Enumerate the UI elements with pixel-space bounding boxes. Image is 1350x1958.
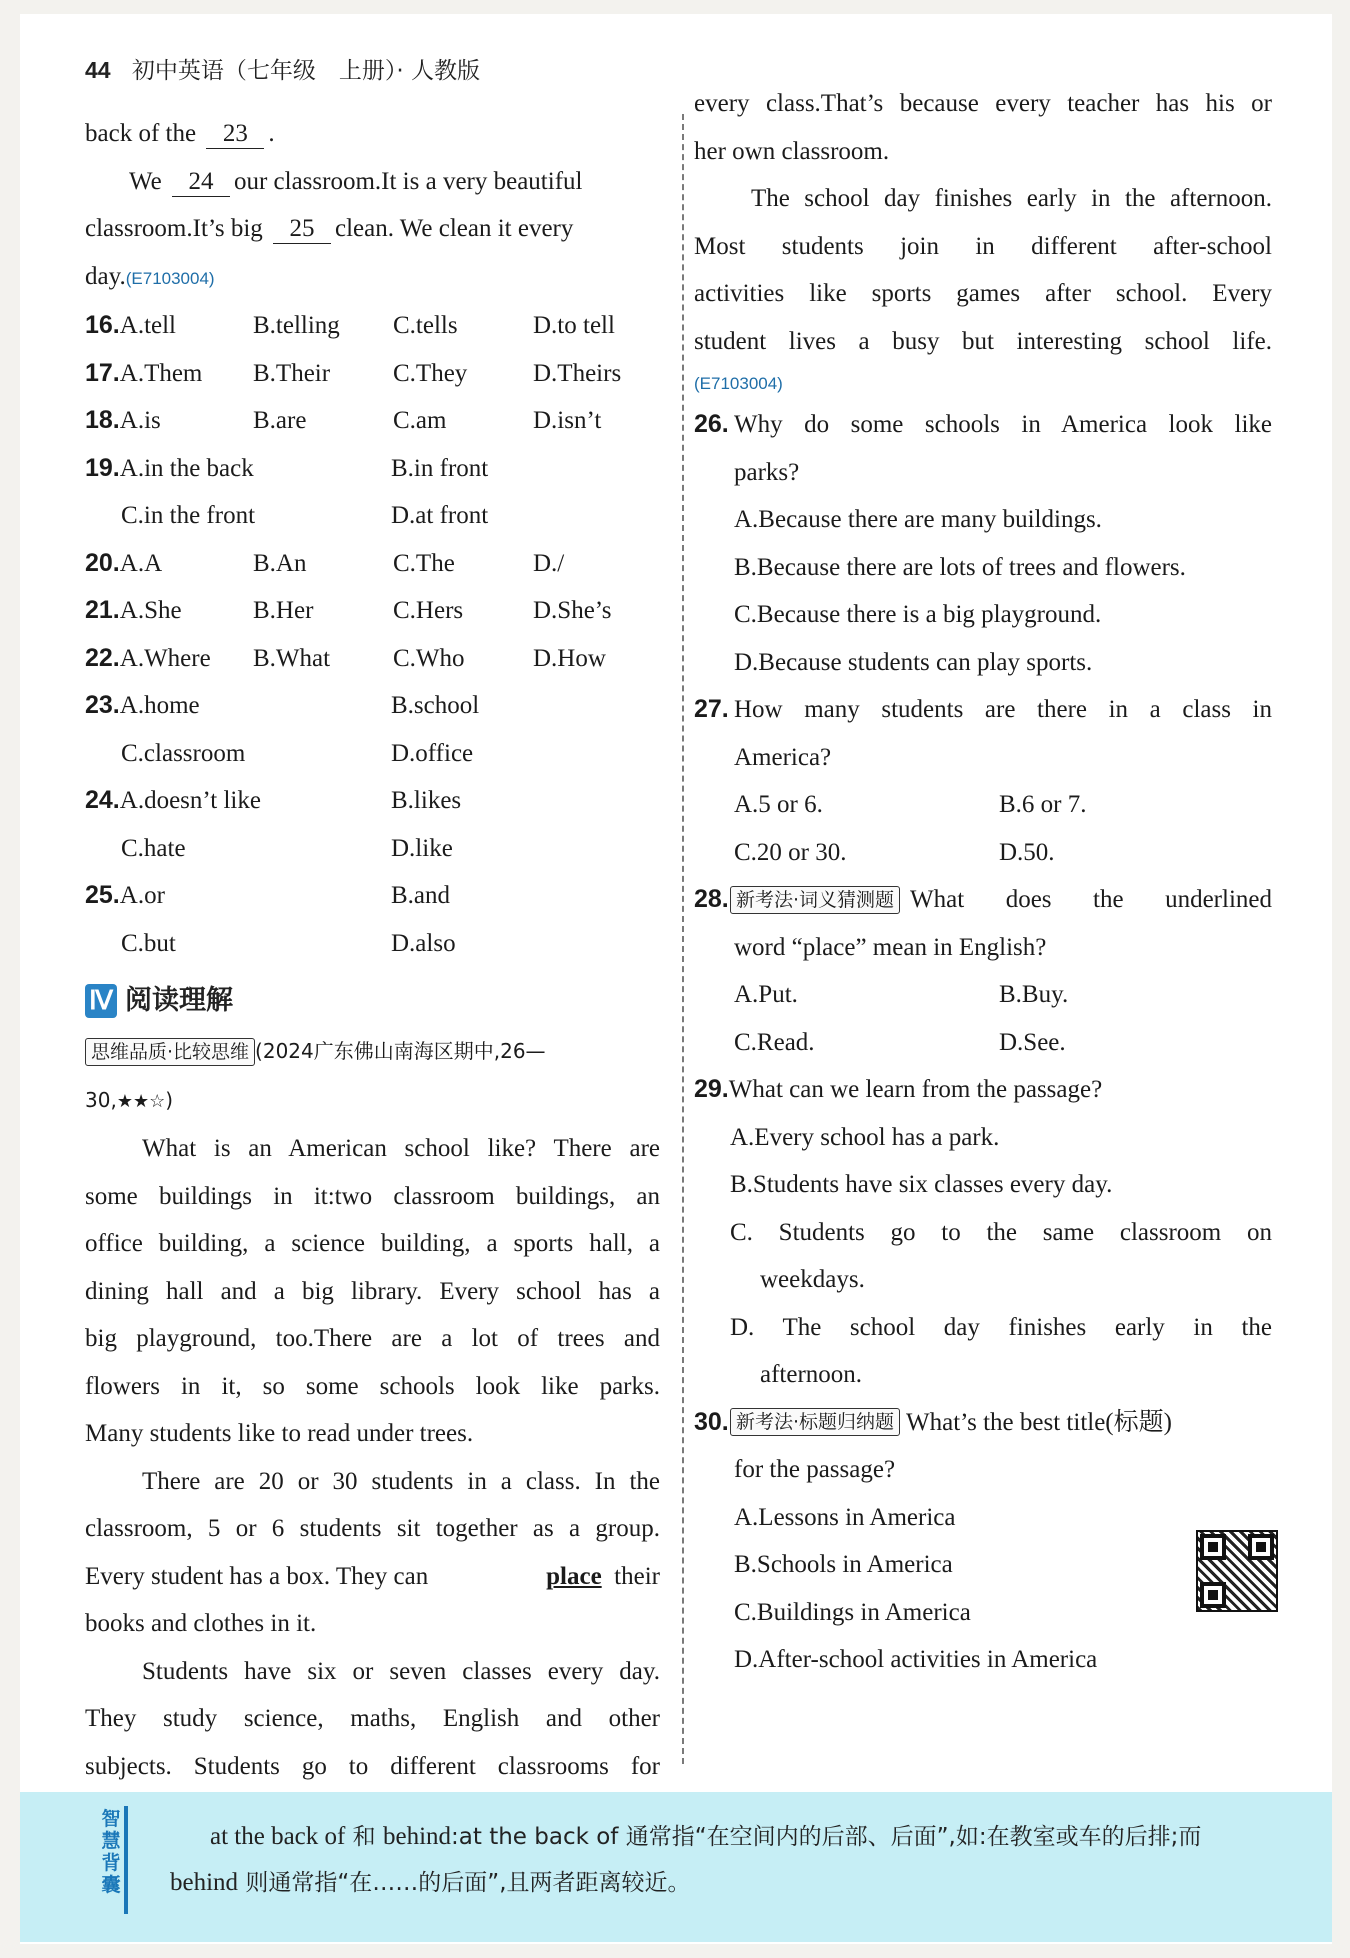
option-b: B.Students have six classes every day. xyxy=(730,1171,1113,1198)
option-d: D.50. xyxy=(999,838,1055,866)
option-c: C.20 or 30. xyxy=(734,838,847,866)
tip-box xyxy=(20,1792,1332,1942)
section-heading xyxy=(85,975,660,1027)
option-b: B.Because there are lots of trees and flowers. xyxy=(734,553,1186,581)
question-30: 30. 新考法·标题归纳题 What’s the best title(标题) for the passage? A.Lessons in America B.Schools in America C.Buildings in America D.After-school activities in America xyxy=(694,1399,1272,1684)
option-a: A.Put. xyxy=(734,981,798,1008)
book-title: 初中英语（七年级 上册）· 人教版 xyxy=(131,58,481,84)
option-a: A.Lessons in America xyxy=(734,1503,956,1531)
tip-label: 智慧背囊 xyxy=(101,1808,121,1896)
question-27: 27. How many students are there in a class in America? A.5 or 6. B.6 or 7. C.20 or 30. D.50. xyxy=(694,686,1272,876)
question-20: 20.A.A B.An C.The D./ xyxy=(85,548,565,577)
page-number: 44 xyxy=(85,57,111,83)
option-a: A.Every school has a park. xyxy=(730,1123,1000,1151)
cloze-line: day.(E7103004) xyxy=(85,262,215,290)
question-25: 25.A.or B.and xyxy=(85,881,451,909)
section-title: 阅读理解 xyxy=(125,985,233,1017)
passage-paragraph-4: The school day finishes early in the afternoon. Most students join in different after-school activities like sports games after school. Every student lives a busy but interesting school life. xyxy=(694,185,1272,355)
passage-paragraph-1: What is an American school like? There are some buildings in it:two classroom buildings, an office building, a science building, a sports hall, a dining hall and a big library. Every school has a big playground, too.There are a lot of trees and flowers in it, so some schools look like parks. Many students like to read under trees. xyxy=(85,1135,660,1447)
option-a: A.Because there are many buildings. xyxy=(734,506,1102,533)
column-divider xyxy=(682,114,684,1764)
question-25-row2: C.but D.also xyxy=(121,929,456,957)
tip-text: at the back of 和 behind:at the back of 通常指“在空间内的后部、后面”,如:在教室或车的后排;而 behind 则通常指“在……的后面”,且两者距离较近。 xyxy=(170,1823,1202,1896)
left-column xyxy=(85,110,660,1790)
option-b: B.6 or 7. xyxy=(999,791,1087,818)
question-26: 26. Why do some schools in America look like parks? A.Because there are many buildings. B.Because there are lots of trees and flowers. C.Because there is a big playground. D.Because students can play sports. xyxy=(694,401,1272,686)
question-28: 28. 新考法·词义猜测题 What does the underlined word “place” mean in English? A.Put. B.Buy. C.Read. D.See. xyxy=(694,876,1272,1066)
page-header xyxy=(85,52,480,85)
option-d: D.Because students can play sports. xyxy=(734,648,1093,676)
question-18: 18.A.is B.are C.am D.isn’t xyxy=(85,406,602,434)
tip-bar xyxy=(124,1806,128,1914)
option-b: B.Schools in America xyxy=(734,1551,953,1578)
question-23: 23.A.home B.school xyxy=(85,691,480,719)
passage-paragraph-3: Students have six or seven classes every day. They study science, maths, English and other subjects. Students go to different classrooms for xyxy=(85,1657,660,1780)
option-c: C.Because there is a big playground. xyxy=(734,601,1102,628)
section-numeral: Ⅳ xyxy=(85,984,117,1018)
question-24-row2: C.hate D.like xyxy=(121,834,453,862)
question-19: 19.A.in the back B.in front xyxy=(85,453,489,482)
blank-23: 23 xyxy=(206,120,264,149)
option-d: D.After-school activities in America xyxy=(734,1646,1098,1673)
question-code: (E7103004) xyxy=(125,268,215,288)
source-line-2: 30,★★☆) xyxy=(85,1087,174,1112)
qr-code[interactable] xyxy=(1196,1530,1278,1612)
option-d: D. The school day finishes early in the xyxy=(730,1313,1272,1341)
question-17: 17.A.Them B.Their C.They D.Theirs xyxy=(85,358,622,387)
option-c: C.Read. xyxy=(734,1028,815,1056)
underlined-word: place xyxy=(546,1562,602,1590)
option-a: A.5 or 6. xyxy=(734,791,823,818)
option-b: B.Buy. xyxy=(999,981,1069,1008)
cloze-line: We 24 our classroom.It is a very beautiful xyxy=(129,167,583,195)
blank-25: 25 xyxy=(273,215,331,244)
question-type-tag: 新考法·标题归纳题 xyxy=(730,1408,900,1436)
question-21: 21.A.She B.Her C.Hers D.She’s xyxy=(85,596,612,624)
source-line: 思维品质·比较思维 (2024广东佛山南海区期中,26— xyxy=(85,1027,660,1076)
passage-paragraph-2: There are 20 or 30 students in a class. In the classroom, 5 or 6 students sit together as a group. Every student has a box. They can place their books and clothes in it. xyxy=(85,1467,660,1637)
question-24: 24.A.doesn’t like B.likes xyxy=(85,786,462,814)
cloze-line: back of the 23 . xyxy=(85,120,275,147)
option-c: C.Buildings in America xyxy=(734,1598,971,1626)
question-19-row2: C.in the front D.at front xyxy=(121,502,489,529)
option-d: D.See. xyxy=(999,1028,1066,1056)
option-c: C. Students go to the same classroom on xyxy=(730,1218,1272,1246)
question-22: 22.A.Where B.What C.Who D.How xyxy=(85,643,606,672)
blank-24: 24 xyxy=(172,168,230,197)
question-code: (E7103004) xyxy=(694,374,783,393)
question-23-row2: C.classroom D.office xyxy=(121,739,474,767)
cloze-line: classroom.It’s big 25 clean. We clean it every xyxy=(85,215,574,242)
question-type-tag: 新考法·词义猜测题 xyxy=(730,886,900,914)
difficulty-stars: ★★☆ xyxy=(116,1090,166,1111)
question-29: 29.What can we learn from the passage? A.Every school has a park. B.Students have six classes every day. C. Students go to the same classroom on weekdays. D. The school day finishes early in the afternoon. xyxy=(694,1075,1272,1388)
question-16: 16.A.tell B.telling C.tells D.to tell xyxy=(85,311,615,339)
skill-tag: 思维品质·比较思维 xyxy=(85,1038,255,1066)
right-column: every class.That’s because every teacher has his or her own classroom. The school day finishes early in the afternoon. Most students join in different after-school activities like sports games after school. Every student lives a busy but interesting school life. (E7103004) 26. Why do some schools in America look like parks? A.Because there are many buildings. B.Because there are lots of trees and flowers. C.Because there is a big playground. D.Because students can play sports. 27. How many students are there in a class in America? A.5 or 6. B.6 or 7. C.20 or 30. D.50. 28. 新考法·词义猜测题 What does the underlined word “place” mean in English? A.Put. B.Buy. C.Read. D.See. 29.What can we learn from the passage? A.Every school has a park. B.Students have six classes every day. C. Students go to the same classroom on weekdays. D. The school day finishes early in the afternoon. 30. 新考法·标题归纳题 What’s the best title(标题) for the passage? A.Lessons in America B.Schools in America C.Buildings in America D.After-school activities in America xyxy=(694,80,1272,1684)
